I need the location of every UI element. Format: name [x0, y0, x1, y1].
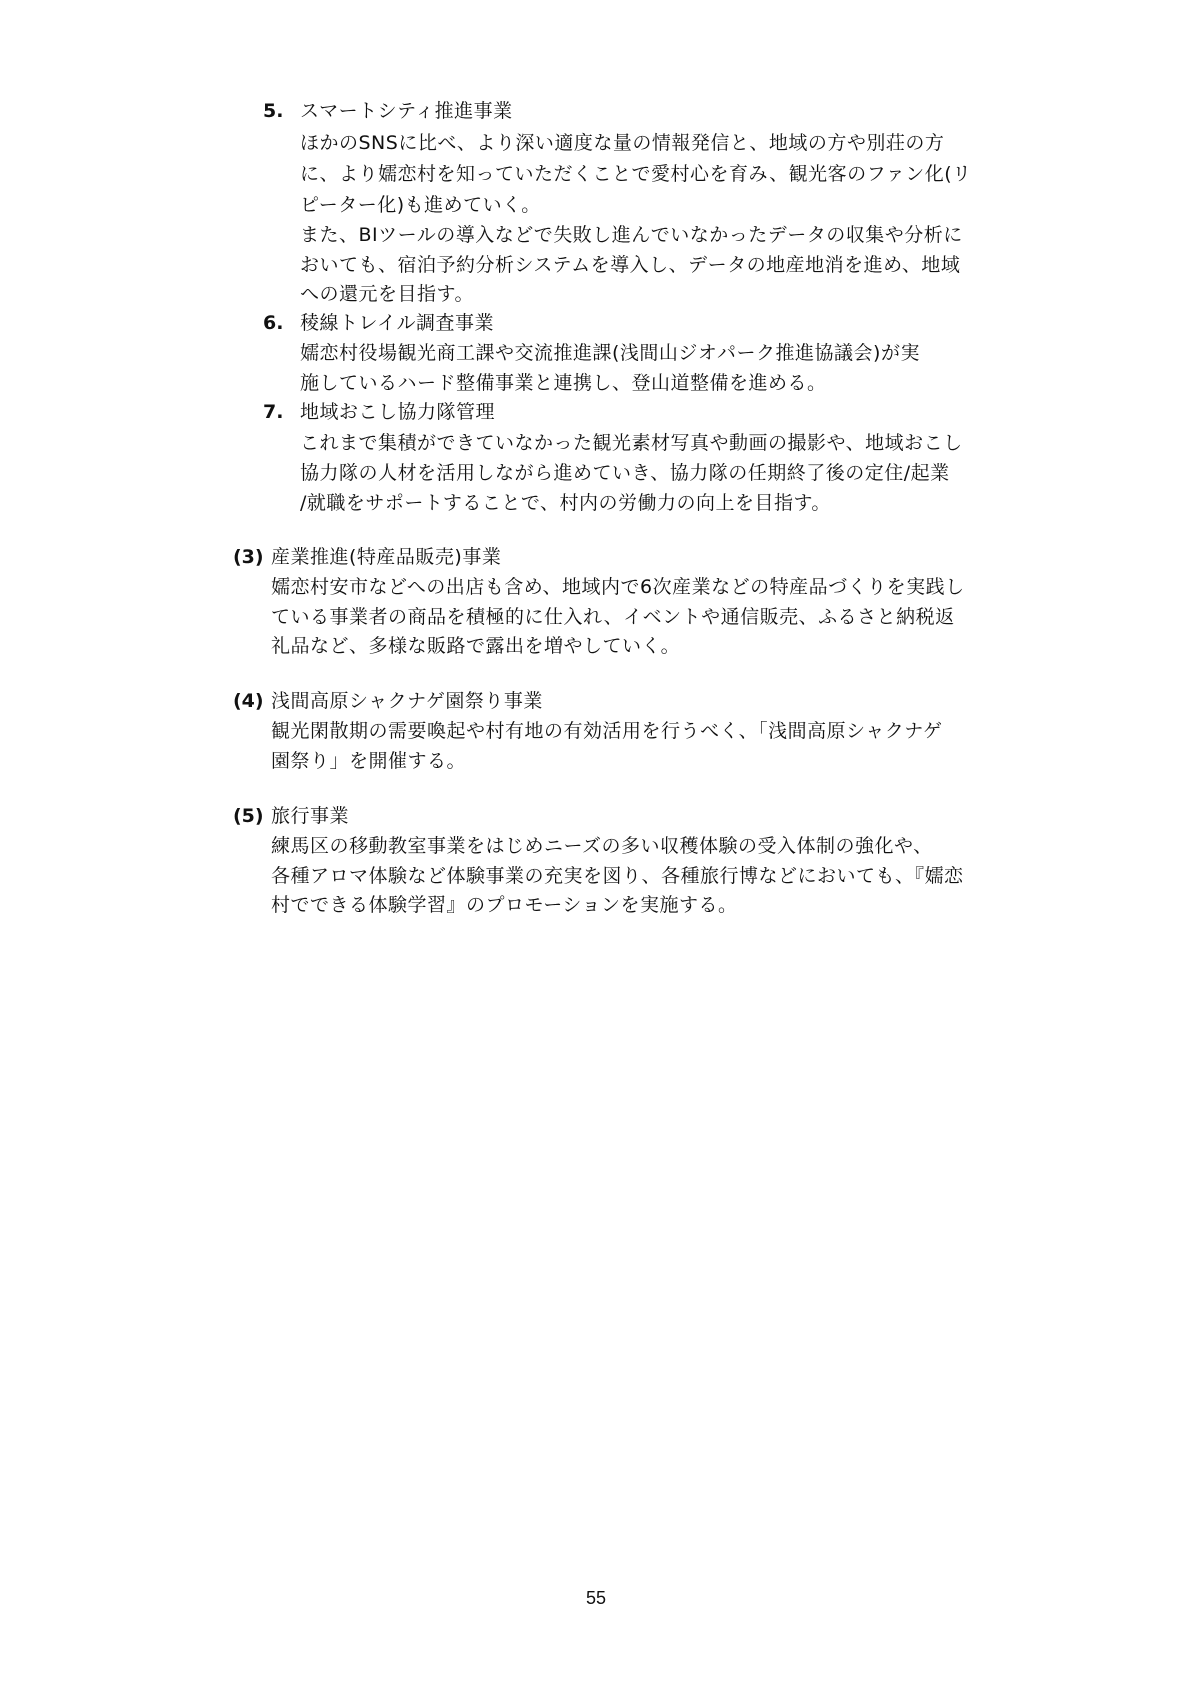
body-line: 村でできる体験学習』のプロモーションを実施する。 — [271, 894, 738, 916]
body-line: 嬬恋村安市などへの出店も含め、地域内で6次産業などの特産品づくりを実践し — [271, 576, 965, 598]
body-line: これまで集積ができていなかった観光素材写真や動画の撮影や、地域おこし — [300, 432, 963, 454]
item-number: 5. — [263, 100, 284, 122]
body-line: ピーター化)も進めていく。 — [300, 194, 541, 216]
body-line: ほかのSNSに比べ、より深い適度な量の情報発信と、地域の方や別荘の方 — [300, 132, 945, 154]
body-line: 各種アロマ体験など体験事業の充実を図り、各種旅行博などにおいても、『嬬恋 — [271, 865, 964, 887]
body-line: おいても、宿泊予約分析システムを導入し、データの地産地消を進め、地域 — [300, 254, 961, 276]
body-line: 協力隊の人材を活用しながら進めていき、協力隊の任期終了後の定住/起業 — [300, 462, 950, 484]
item-title: 地域おこし協力隊管理 — [300, 401, 496, 423]
body-line: また、BIツールの導入などで失敗し進んでいなかったデータの収集や分析に — [300, 224, 963, 246]
body-line: に、より嬬恋村を知っていただくことで愛村心を育み、観光客のファン化(リ — [300, 163, 972, 185]
item-title: 稜線トレイル調査事業 — [300, 312, 495, 334]
page-number: 55 — [585, 1588, 607, 1608]
body-line: 観光閑散期の需要喚起や村有地の有効活用を行うべく、「浅間高原シャクナゲ — [271, 720, 943, 742]
body-line: 園祭り」を開催する。 — [271, 750, 467, 772]
section-title: 産業推進(特産品販売)事業 — [271, 546, 502, 568]
body-line: 練馬区の移動教室事業をはじめニーズの多い収穫体験の受入体制の強化や、 — [271, 835, 933, 857]
section-number: (5) — [233, 805, 264, 827]
body-line: /就職をサポートすることで、村内の労働力の向上を目指す。 — [300, 492, 831, 514]
item-title: スマートシティ推進事業 — [300, 100, 513, 122]
body-line: ている事業者の商品を積極的に仕入れ、イベントや通信販売、ふるさと納税返 — [271, 606, 955, 628]
section-title: 旅行事業 — [271, 805, 350, 827]
body-line: への還元を目指す。 — [300, 283, 474, 305]
item-number: 7. — [263, 401, 284, 423]
body-line: 礼品など、多様な販路で露出を増やしていく。 — [271, 635, 681, 657]
item-number: 6. — [263, 312, 284, 334]
body-line: 施しているハード整備事業と連携し、登山道整備を進める。 — [300, 372, 827, 394]
section-number: (4) — [233, 690, 264, 712]
body-line: 嬬恋村役場観光商工課や交流推進課(浅間山ジオパーク推進協議会)が実 — [300, 342, 920, 364]
section-number: (3) — [233, 546, 264, 568]
section-title: 浅間高原シャクナゲ園祭り事業 — [271, 690, 543, 712]
